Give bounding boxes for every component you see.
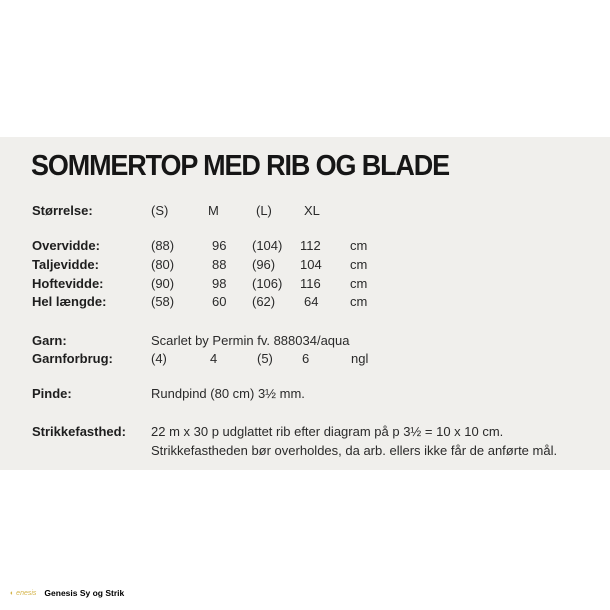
measurement-value: (58) [151, 294, 175, 309]
measurement-unit: cm [350, 238, 368, 253]
measurement-value: 96 [212, 238, 227, 253]
measurement-unit: cm [350, 294, 368, 309]
measurement-value: 112 [300, 238, 321, 253]
yarn-usage-l: (5) [257, 351, 273, 366]
measurement-value: (104) [252, 238, 283, 253]
yarn-value: Scarlet by Permin fv. 888034/aqua [151, 333, 350, 348]
gauge-line-1: 22 m x 30 p udglattet rib efter diagram på p 3½ = 10 x 10 cm. [151, 424, 504, 439]
yarn-usage-xl: 6 [302, 351, 310, 366]
brand-name: Genesis Sy og Strik [44, 588, 125, 598]
needles-value: Rundpind (80 cm) 3½ mm. [151, 386, 305, 401]
yarn-usage-label: Garnforbrug: [32, 351, 113, 366]
yarn-usage-m: 4 [210, 351, 218, 366]
measurement-value: (80) [151, 257, 175, 272]
gauge-line-2: Strikkefastheden bør overholdes, da arb. ellers ikke får de anførte mål. [151, 443, 558, 458]
measurement-unit: cm [350, 257, 368, 272]
page-title: SOMMERTOP MED RIB OG BLADE [31, 150, 450, 182]
measurement-label: Taljevidde: [32, 257, 99, 272]
size-xl: XL [304, 203, 320, 218]
genesis-logo: ◐ enesis [10, 589, 37, 597]
footer [10, 588, 124, 598]
size-m: M [208, 203, 219, 218]
measurement-unit: cm [350, 276, 368, 291]
measurement-label: Overvidde: [32, 238, 100, 253]
measurement-value: 60 [212, 294, 227, 309]
needles-label: Pinde: [32, 386, 72, 401]
measurement-value: 116 [300, 276, 321, 291]
gauge-label: Strikkefasthed: [32, 424, 126, 439]
measurement-value: 98 [212, 276, 227, 291]
measurement-value: 88 [212, 257, 227, 272]
measurement-value: (62) [252, 294, 276, 309]
measurement-value: 64 [304, 294, 319, 309]
yarn-label: Garn: [32, 333, 67, 348]
size-s: (S) [151, 203, 169, 218]
size-l: (L) [256, 203, 272, 218]
measurement-value: (88) [151, 238, 175, 253]
measurement-value: (96) [252, 257, 276, 272]
yarn-usage-unit: ngl [351, 351, 369, 366]
measurement-value: 104 [300, 257, 322, 272]
measurement-value: (90) [151, 276, 175, 291]
measurement-label: Hel længde: [32, 294, 107, 309]
measurement-label: Hoftevidde: [32, 276, 104, 291]
measurement-value: (106) [252, 276, 283, 291]
yarn-usage-s: (4) [151, 351, 167, 366]
size-label: Størrelse: [32, 203, 93, 218]
